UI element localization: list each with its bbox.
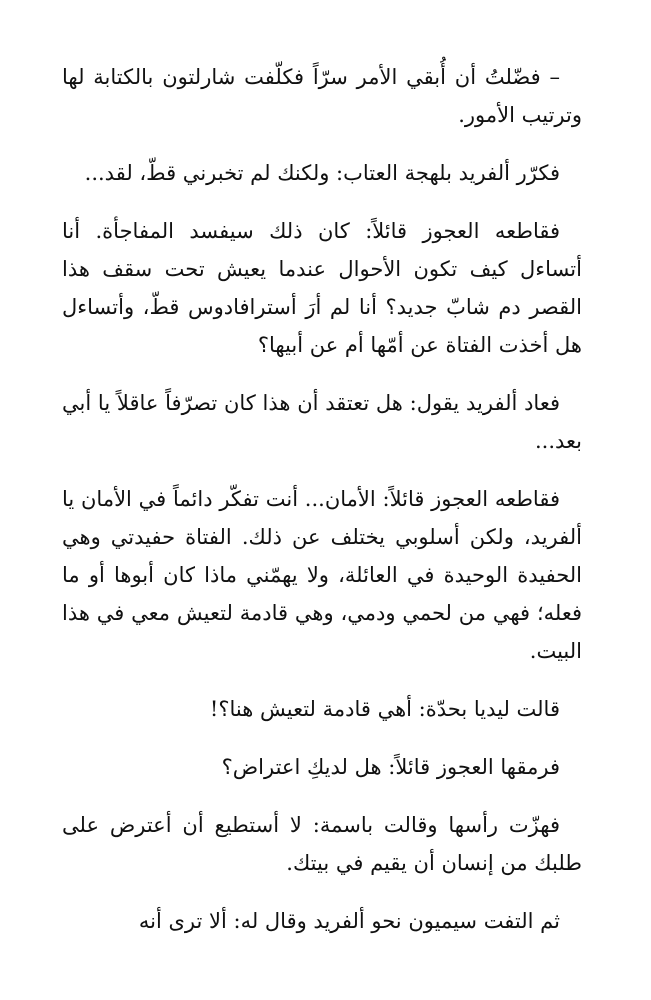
book-page [62, 58, 582, 940]
paragraph-5: فقاطعه العجوز قائلاً: الأمان... أنت تفكّر دائماً في الأمان يا ألفريد، ولكن أسلوبي يختلف عن ذلك. الفتاة حفيدتي وهي الحفيدة الوحيدة في العائلة، ولا يهمّني ماذا كان أبوها أو ما فعله؛ فهي من لحمي ودمي، وهي قادمة لتعيش معي في هذا البيت. [62, 487, 582, 663]
paragraph-3: فقاطعه العجوز قائلاً: كان ذلك سيفسد المفاجأة. أنا أتساءل كيف تكون الأحوال عندما يعيش تحت سقف هذا القصر دم شابّ جديد؟ أنا لم أرَ أسترافادوس قطّ، وأتساءل هل أخذت الفتاة عن أمّها أم عن أبيها؟ [62, 219, 582, 357]
paragraph-4: فعاد ألفريد يقول: هل تعتقد أن هذا كان تصرّفاً عاقلاً يا أبي بعد... [62, 391, 582, 453]
paragraph-1: – فضّلتُ أن أُبقي الأمر سرّاً فكلّفت شارلتون بالكتابة لها وترتيب الأمور. [62, 65, 582, 127]
paragraph-8: فهزّت رأسها وقالت باسمة: لا أستطيع أن أعترض على طلبك من إنسان أن يقيم في بيتك. [62, 813, 582, 875]
paragraph-7: فرمقها العجوز قائلاً: هل لديكِ اعتراض؟ [221, 755, 560, 779]
paragraph-6: قالت ليديا بحدّة: أهي قادمة لتعيش هنا؟! [209, 697, 560, 721]
paragraph-2: فكرّر ألفريد بلهجة العتاب: ولكنك لم تخبرني قطّ، لقد... [84, 161, 560, 185]
paragraph-9: ثم التفت سيميون نحو ألفريد وقال له: ألا ترى أنه [138, 909, 560, 933]
